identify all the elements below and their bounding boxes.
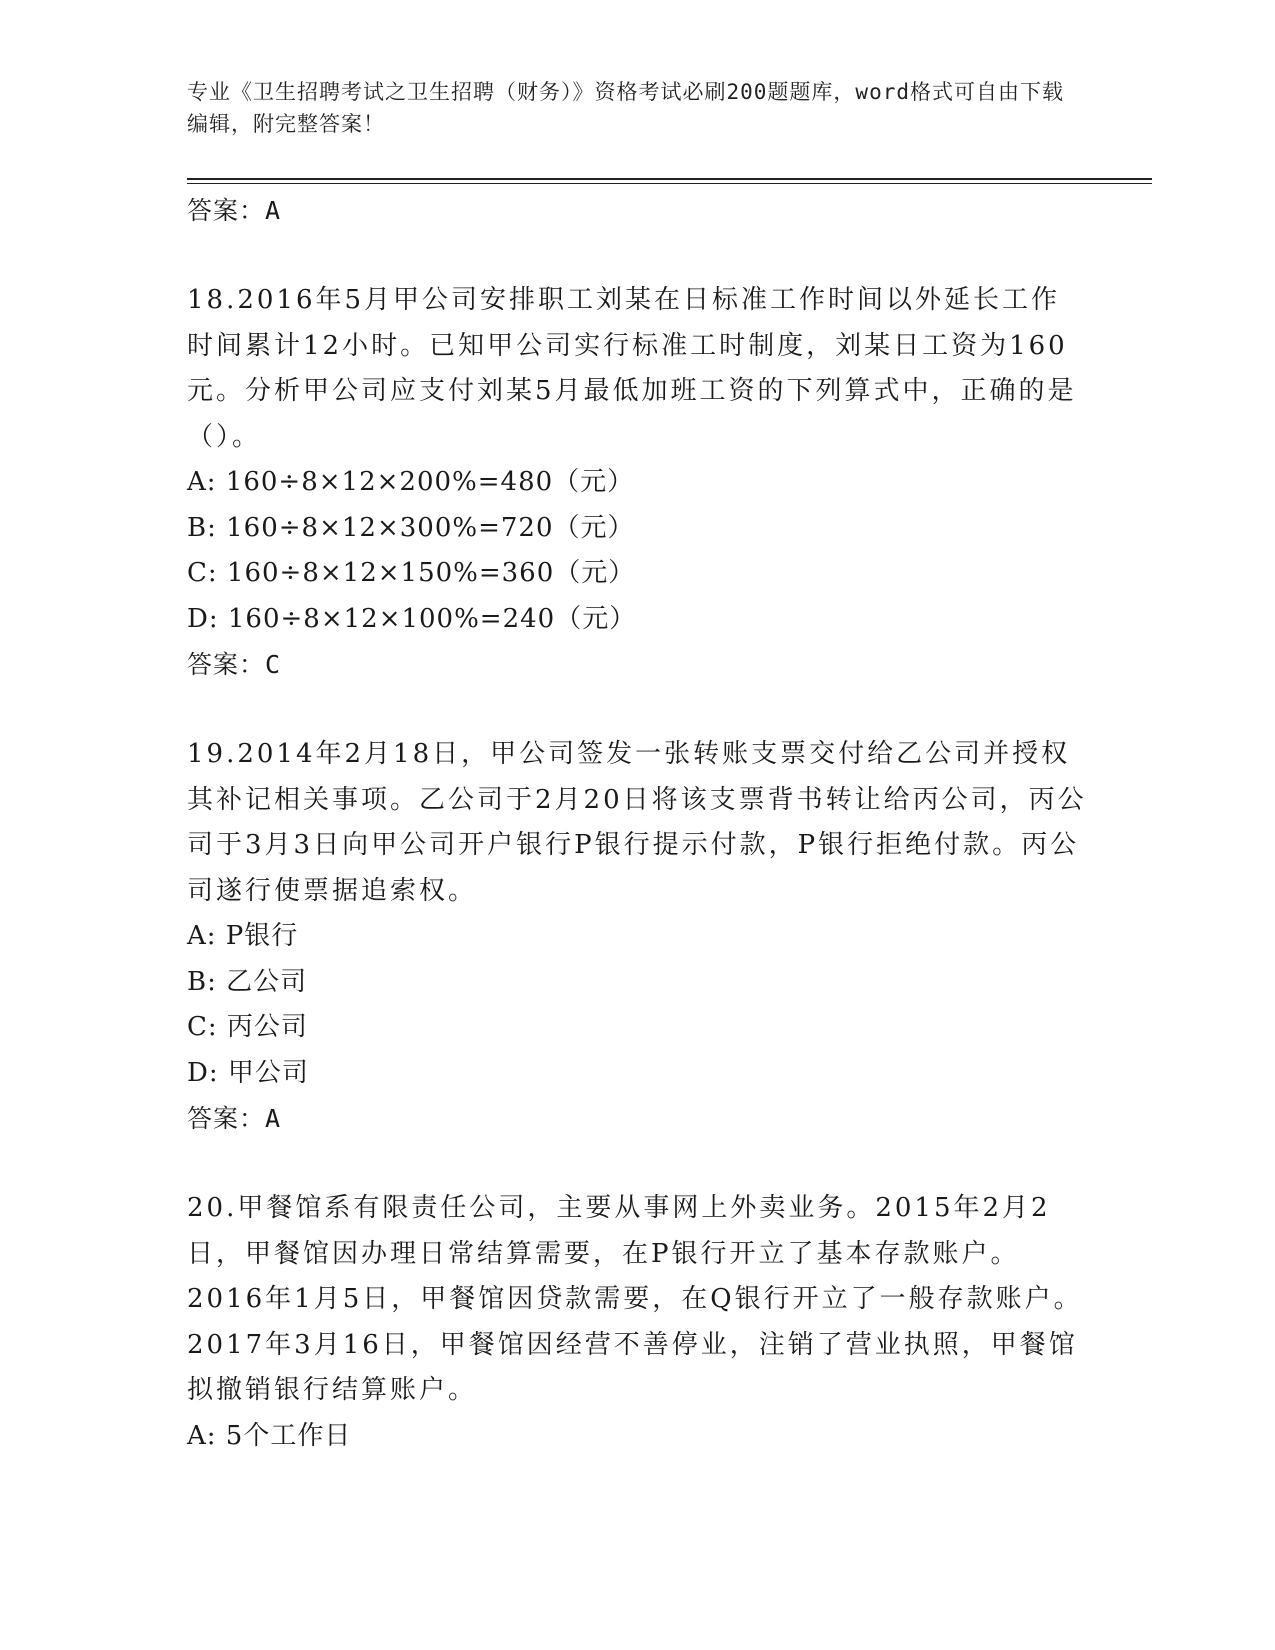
question-list <box>187 188 1087 1459</box>
option-c: C: 160÷8×12×150%=360（元） <box>187 558 636 588</box>
spacer <box>187 234 1087 278</box>
option-a: A: 160÷8×12×200%=480（元） <box>187 467 635 497</box>
answer-text: 答案：A <box>187 1104 282 1133</box>
option-a: A: P银行 <box>187 921 299 951</box>
option-b: B: 乙公司 <box>187 966 308 997</box>
document-header: 专业《卫生招聘考试之卫生招聘（财务）》资格考试必刷200题题库，word格式可自由下载编辑，附完整答案！ <box>187 80 1064 136</box>
header-divider-thin <box>187 183 1152 184</box>
question-19 <box>187 732 1087 1142</box>
question-stem: 20.甲餐馆系有限责任公司，主要从事网上外卖业务。2015年2月2日，甲餐馆因办理日常结算需要，在P银行开立了基本存款账户。2016年1月5日，甲餐馆因贷款需要，在Q银行开立了一般存款账户。2017年3月16日，甲餐馆因经营不善停业，注销了营业执照，甲餐馆拟撤销银行结算账户。 <box>187 1193 1083 1405</box>
option-a: A: 5个工作日 <box>187 1420 352 1451</box>
spacer <box>187 1142 1087 1186</box>
header-divider-thick <box>187 178 1152 180</box>
question-stem: 19.2014年2月18日，甲公司签发一张转账支票交付给乙公司并授权其补记相关事项。乙公司于2月20日将该支票背书转让给丙公司，丙公司于3月3日向甲公司开户银行P银行提示付款，P银行拒绝付款。丙公司遂行使票据追索权。 <box>187 739 1087 906</box>
question-20 <box>187 1186 1087 1459</box>
option-b: B: 160÷8×12×300%=720（元） <box>187 512 635 543</box>
answer-text: 答案：A <box>187 196 282 225</box>
option-c: C: 丙公司 <box>187 1012 308 1042</box>
question-stem: 18.2016年5月甲公司安排职工刘某在日标准工作时间以外延长工作时间累计12小时。已知甲公司实行标准工时制度，刘某日工资为160元。分析甲公司应支付刘某5月最低加班工资的下列算式中，正确的是（）。 <box>187 285 1077 452</box>
option-d: D: 甲公司 <box>187 1057 309 1088</box>
question-18 <box>187 278 1087 688</box>
spacer <box>187 688 1087 732</box>
answer-text: 答案：C <box>187 650 282 679</box>
option-d: D: 160÷8×12×100%=240（元） <box>187 603 637 634</box>
question-17-tail <box>187 188 1087 234</box>
